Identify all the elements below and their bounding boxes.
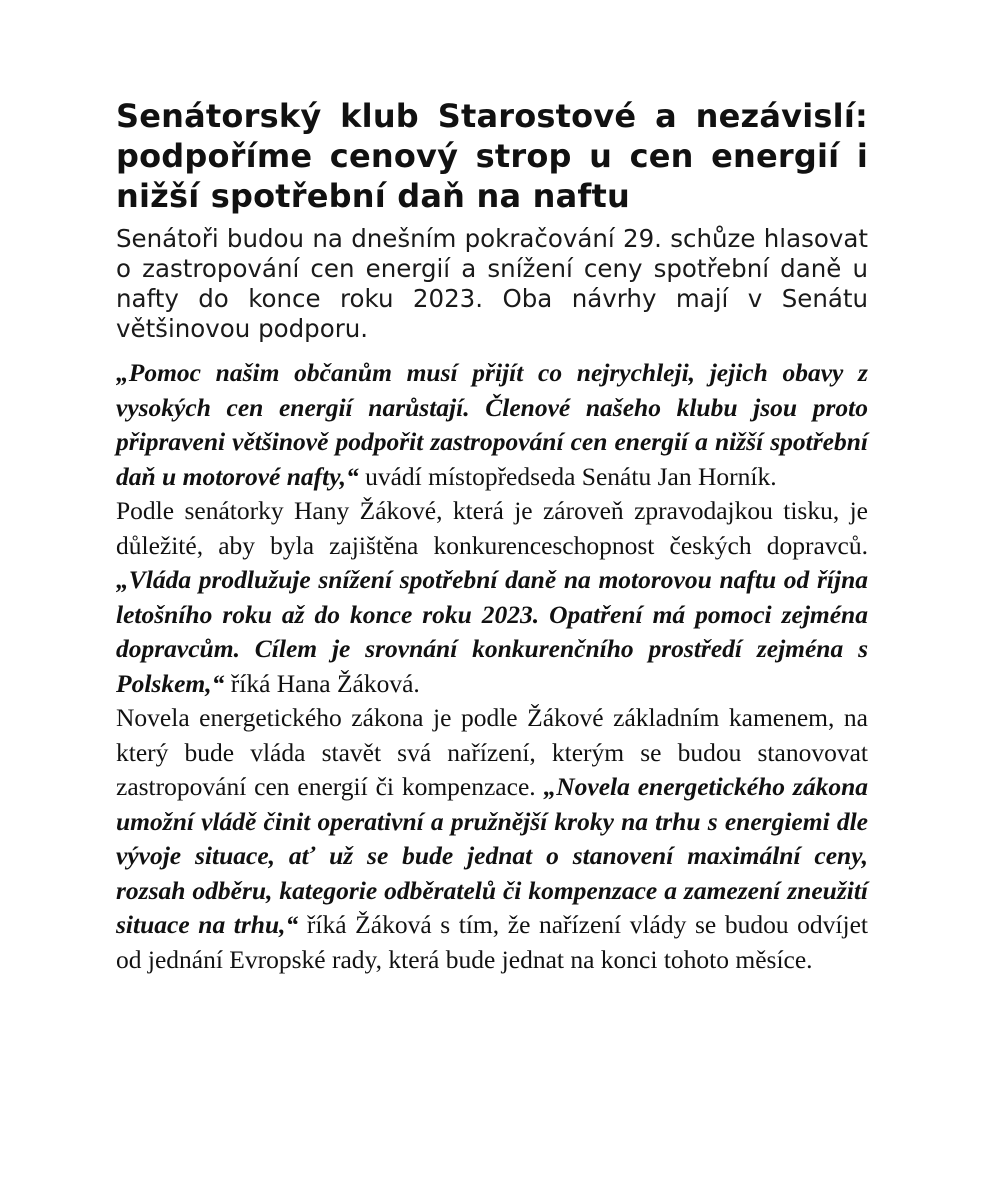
paragraph-3-intro: Novela energetického zákona je podle Žákové základním kamenem, na který bude vláda stavět svá nařízení, kterým se budou stanovovat zastropování cen energií či kompenzace. [116,703,868,801]
article-headline: Senátorský klub Starostové a nezávislí: podpoříme cenový strop u cen energií i nižší spotřební daň na naftu [116,97,868,215]
attribution-zakova-2: říká Žáková s tím, že nařízení vlády se budou odvíjet od jednání Evropské rady, která bude jednat na konci tohoto měsíce. [116,910,868,974]
attribution-zakova-1: říká Hana Žáková. [224,668,420,698]
paragraph-2-intro: Podle senátorky Hany Žákové, která je zároveň zpravodajkou tisku, je důležité, aby byla zajištěna konkurenceschopnost českých dopravců. [116,496,868,560]
quote-zakova-2: „Novela energetického zákona umožní vládě činit operativní a pružnější kroky na trhu s energiemi dle vývoje situace, ať už se bude jednat o stanovení maximální ceny, rozsah odběru, kategorie odběratelů či kompenzace a zamezení zneužití situace na trhu,“ [116,772,868,939]
article [116,96,868,977]
paragraph-3 [116,701,868,977]
quote-hornik: „Pomoc našim občanům musí přijít co nejrychleji, jejich obavy z vysokých cen energií narůstají. Členové našeho klubu jsou proto připraveni většinově podpořit zastropování cen energií a nižší spotřební daň u motorové nafty,“ [116,358,868,491]
attribution-hornik: uvádí místopředseda Senátu Jan Horník. [358,461,777,491]
article-lead: Senátoři budou na dnešním pokračování 29. schůze hlasovat o zastropování cen energií a snížení ceny spotřební daně u nafty do konce roku 2023. Oba návrhy mají v Senátu většinovou podporu. [116,224,868,343]
paragraph-2 [116,494,868,701]
quote-zakova-1: „Vláda prodlužuje snížení spotřební daně na motorovou naftu od října letošního roku až do konce roku 2023. Opatření má pomoci zejména dopravcům. Cílem je srovnání konkurenčního prostředí zejména s Polskem,“ [116,565,868,698]
paragraph-1 [116,356,868,494]
